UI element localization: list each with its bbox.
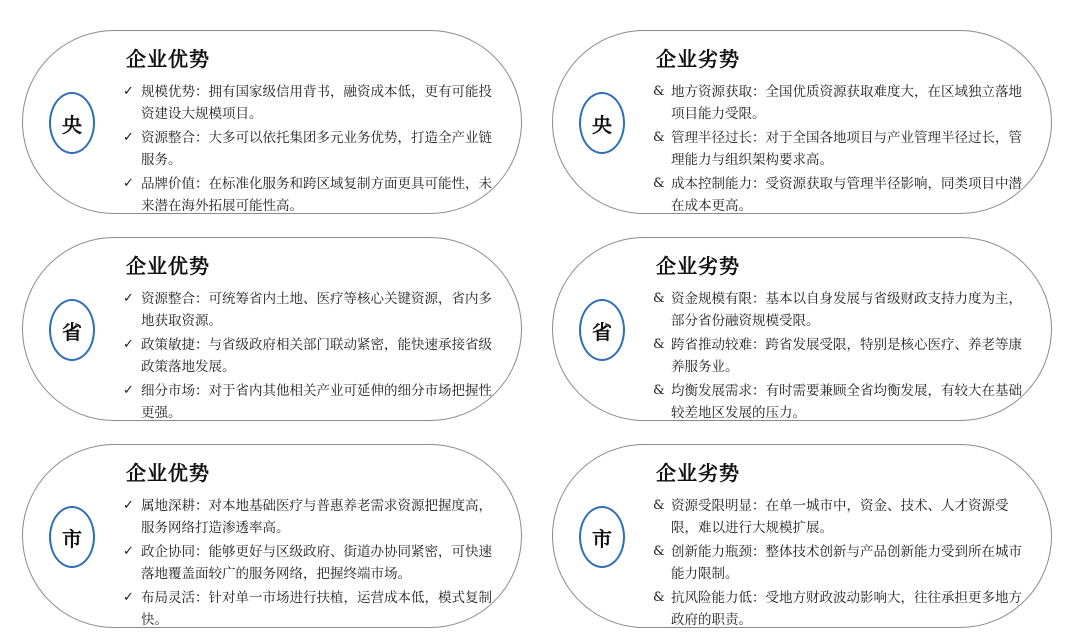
- check-icon: ✓: [123, 176, 134, 191]
- badge-municipal: 市: [579, 506, 625, 568]
- list-item: [653, 541, 1033, 585]
- check-icon: ✓: [123, 291, 134, 306]
- list-item: [123, 587, 503, 628]
- item-text: 地方资源获取：全国优质资源获取难度大，在区域独立落地项目能力受限。: [671, 84, 1022, 122]
- item-text: 管理半径过长：对于全国各地项目与产业管理半径过长，管理能力与组织架构要求高。: [671, 130, 1022, 168]
- list-item: [123, 495, 503, 539]
- list-item: [653, 495, 1033, 539]
- ampersand-icon: &: [653, 291, 665, 306]
- card-municipal-advantages: [22, 444, 522, 628]
- item-text: 政企协同：能够更好与区级政府、街道办协同紧密，可快速落地覆盖面较广的服务网络，把握终端市场。: [141, 544, 492, 582]
- item-list: [653, 288, 1033, 421]
- item-text: 创新能力瓶颈：整体技术创新与产品创新能力受到所在城市能力限制。: [671, 544, 1022, 582]
- list-item: [653, 127, 1033, 171]
- ampersand-icon: &: [653, 544, 665, 559]
- item-text: 政策敏捷：与省级政府相关部门联动紧密，能快速承接省级政策落地发展。: [141, 337, 492, 375]
- item-text: 均衡发展需求：有时需要兼顾全省均衡发展，有较大在基础较差地区发展的压力。: [671, 383, 1022, 421]
- item-text: 规模优势：拥有国家级信用背书，融资成本低，更有可能投资建设大规模项目。: [141, 84, 492, 122]
- item-text: 抗风险能力低：受地方财政波动影响大，往往承担更多地方政府的职责。: [671, 590, 1022, 628]
- item-text: 跨省推动较难：跨省发展受限，特别是核心医疗、养老等康养服务业。: [671, 337, 1022, 375]
- card-title: 企业劣势: [656, 47, 740, 71]
- card-title: 企业优势: [126, 254, 210, 278]
- item-text: 品牌价值：在标准化服务和跨区域复制方面更具可能性，未来潜在海外拓展可能性高。: [141, 176, 492, 214]
- ampersand-icon: &: [653, 176, 665, 191]
- item-text: 布局灵活：针对单一市场进行扶植，运营成本低，模式复制快。: [141, 590, 492, 628]
- item-text: 资源受限明显：在单一城市中，资金、技术、人才资源受限，难以进行大规模扩展。: [671, 498, 1009, 536]
- card-title: 企业劣势: [656, 461, 740, 485]
- card-title: 企业优势: [126, 47, 210, 71]
- list-item: [123, 173, 503, 214]
- ampersand-icon: &: [653, 130, 665, 145]
- card-central-disadvantages: [552, 30, 1052, 214]
- list-item: [653, 288, 1033, 332]
- badge-central: 央: [579, 92, 625, 154]
- item-text: 资金规模有限：基本以自身发展与省级财政支持力度为主，部分省份融资规模受限。: [671, 291, 1022, 329]
- check-icon: ✓: [123, 130, 134, 145]
- item-text: 成本控制能力：受资源获取与管理半径影响，同类项目中潜在成本更高。: [671, 176, 1022, 214]
- item-text: 资源整合：大多可以依托集团多元业务优势，打造全产业链服务。: [141, 130, 492, 168]
- check-icon: ✓: [123, 383, 134, 398]
- list-item: [653, 81, 1033, 125]
- item-text: 属地深耕：对本地基础医疗与普惠养老需求资源把握度高，服务网络打造渗透率高。: [141, 498, 492, 536]
- check-icon: ✓: [123, 544, 134, 559]
- check-icon: ✓: [123, 337, 134, 352]
- card-central-advantages: [22, 30, 522, 214]
- list-item: [123, 288, 503, 332]
- item-list: [123, 81, 503, 214]
- card-title: 企业劣势: [656, 254, 740, 278]
- card-provincial-disadvantages: [552, 237, 1052, 421]
- ampersand-icon: &: [653, 590, 665, 605]
- ampersand-icon: &: [653, 498, 665, 513]
- item-list: [653, 495, 1033, 628]
- item-list: [123, 495, 503, 628]
- list-item: [123, 81, 503, 125]
- list-item: [653, 587, 1033, 628]
- ampersand-icon: &: [653, 84, 665, 99]
- ampersand-icon: &: [653, 337, 665, 352]
- list-item: [123, 334, 503, 378]
- list-item: [123, 127, 503, 171]
- badge-municipal: 市: [49, 506, 95, 568]
- check-icon: ✓: [123, 84, 134, 99]
- item-list: [123, 288, 503, 421]
- badge-provincial: 省: [579, 299, 625, 361]
- badge-central: 央: [49, 92, 95, 154]
- list-item: [653, 380, 1033, 421]
- item-list: [653, 81, 1033, 214]
- card-provincial-advantages: [22, 237, 522, 421]
- list-item: [123, 541, 503, 585]
- check-icon: ✓: [123, 498, 134, 513]
- item-text: 资源整合：可统筹省内土地、医疗等核心关键资源，省内多地获取资源。: [141, 291, 492, 329]
- item-text: 细分市场：对于省内其他相关产业可延伸的细分市场把握性更强。: [141, 383, 492, 421]
- card-municipal-disadvantages: [552, 444, 1052, 628]
- list-item: [123, 380, 503, 421]
- check-icon: ✓: [123, 590, 134, 605]
- badge-provincial: 省: [49, 299, 95, 361]
- ampersand-icon: &: [653, 383, 665, 398]
- list-item: [653, 173, 1033, 214]
- card-title: 企业优势: [126, 461, 210, 485]
- list-item: [653, 334, 1033, 378]
- comparison-grid: [22, 30, 1062, 628]
